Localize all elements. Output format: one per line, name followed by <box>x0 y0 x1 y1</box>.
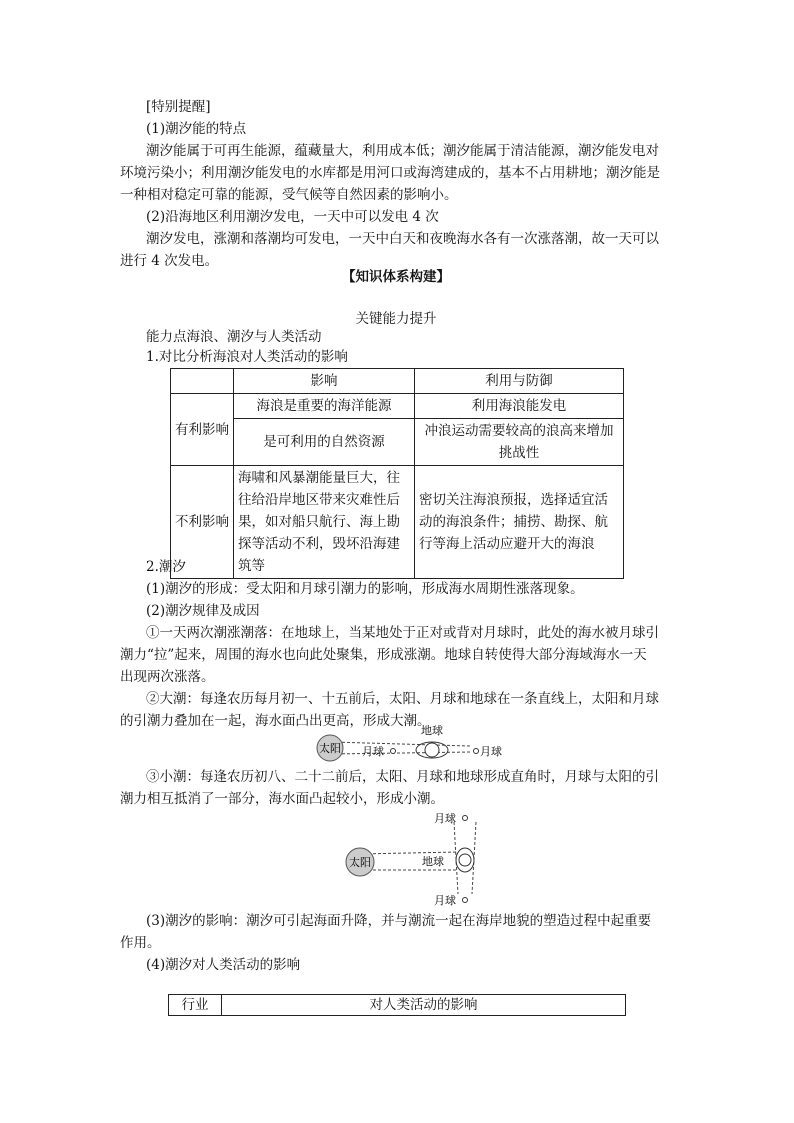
tide-p1-line2: 潮力“拉”起来，周围的海水也向此处聚集，形成涨潮。地球自转使得大部分海域海水一天 <box>120 647 647 663</box>
tide-influence-line2: 作用。 <box>120 935 161 951</box>
unfavorable-label: 不利影响 <box>171 466 234 579</box>
tide-pattern-title: (2)潮汐规律及成因 <box>146 603 260 619</box>
earth-label: 地球 <box>421 724 443 737</box>
tide-human-title: (4)潮汐对人类活动的影响 <box>146 957 301 973</box>
wave-impact-table <box>170 368 624 579</box>
tide-p1-line1: ①一天两次潮涨潮落：在地球上，当某地处于正对或背对月球时，此处的海水被月球引 <box>146 625 659 641</box>
moon-bottom <box>463 898 468 903</box>
earth-label: 地球 <box>422 855 444 868</box>
reminder-item1-line3: 一种相对稳定可靠的能源，受气候等自然因素的影响小。 <box>120 187 458 203</box>
reminder-item1-line2: 环境污染小；利用潮汐能发电的水库都是用河口或海湾建成的，基本不占用耕地；潮汐能是 <box>120 165 660 181</box>
moon-left <box>391 749 396 754</box>
reminder-item2-line1: 潮汐发电，涨潮和落潮均可发电，一天中白天和夜晚海水各有一次涨落潮，故一天可以 <box>146 231 659 247</box>
earth-shape <box>425 743 439 757</box>
neap-tide-diagram <box>340 808 500 908</box>
header-use: 利用与防御 <box>415 369 624 394</box>
fav-row2-impact: 是可利用的自然资源 <box>234 419 415 466</box>
moon-right <box>474 749 479 754</box>
unfav-use: 密切关注海浪预报，选择适宜活动的海浪条件；捕捞、勘探、航行等海上活动应避开大的海浪 <box>415 466 624 579</box>
moon-label-right: 月球 <box>480 745 502 758</box>
tide-p2-line1: ②大潮：每逢农历每月初一、十五前后，太阳、月球和地球在一条直线上，太阳和月球 <box>146 691 659 707</box>
moon-label-left: 月球 <box>362 745 384 758</box>
ability-point: 能力点海浪、潮汐与人类活动 <box>146 329 322 345</box>
header-impact: 影响 <box>234 369 415 394</box>
fav-row1-use: 利用海浪能发电 <box>415 394 624 419</box>
key-heading: 关键能力提升 <box>355 311 437 327</box>
moon-label-top: 月球 <box>434 812 456 825</box>
sun-label: 太阳 <box>349 856 371 869</box>
sun-label: 太阳 <box>319 742 341 755</box>
reminder-item2-line2: 进行 4 次发电。 <box>120 253 219 269</box>
fav-row2-use: 冲浪运动需要较高的浪高来增加挑战性 <box>415 419 624 466</box>
unfav-impact: 海啸和风暴潮能量巨大，往往给沿岸地区带来灾难性后果，如对船只航行、海上勘探等活动不利，毁坏沿海建筑等 <box>234 466 415 579</box>
favorable-label: 有利影响 <box>171 394 234 466</box>
moon-top <box>463 816 468 821</box>
fav-row1-impact: 海浪是重要的海洋能源 <box>234 394 415 419</box>
reminder-item1-title: (1)潮汐能的特点 <box>146 121 247 137</box>
reminder-item1-line1: 潮汐能属于可再生能源，蕴藏量大，利用成本低；潮汐能属于清洁能源，潮汐能发电对 <box>146 143 659 159</box>
earth-shape <box>459 854 471 866</box>
col-impact: 对人类活动的影响 <box>222 995 626 1016</box>
reminder-title: [特别提醒] <box>146 99 211 115</box>
tide-human-table <box>168 994 626 1016</box>
tide-p2-line2: 的引潮力叠加在一起，海水面凸出更高，形成大潮。 <box>120 713 431 729</box>
tide-p3-line2: 潮力相互抵消了一部分，海水面凸起较小，形成小潮。 <box>120 791 444 807</box>
moon-label-bottom: 月球 <box>434 894 456 907</box>
tide-formation: (1)潮汐的形成：受太阳和月球引潮力的影响，形成海水周期性涨落现象。 <box>146 581 584 597</box>
tide-title: 2.潮汐 <box>146 559 186 575</box>
tide-p1-line3: 出现两次涨落。 <box>120 669 215 685</box>
col-industry: 行业 <box>169 995 222 1016</box>
tide-influence-line1: (3)潮汐的影响：潮汐可引起海面升降，并与潮流一起在海岸地貌的塑造过程中起重要 <box>146 913 652 929</box>
spring-tide-diagram <box>310 722 510 764</box>
section-heading: 【知识体系构建】 <box>342 269 450 285</box>
reminder-item2-title: (2)沿海地区利用潮汐发电，一天中可以发电 4 次 <box>146 209 439 225</box>
wave-title: 1.对比分析海浪对人类活动的影响 <box>146 349 348 365</box>
tide-p3-line1: ③小潮：每逢农历初八、二十二前后，太阳、月球和地球形成直角时，月球与太阳的引 <box>146 769 659 785</box>
